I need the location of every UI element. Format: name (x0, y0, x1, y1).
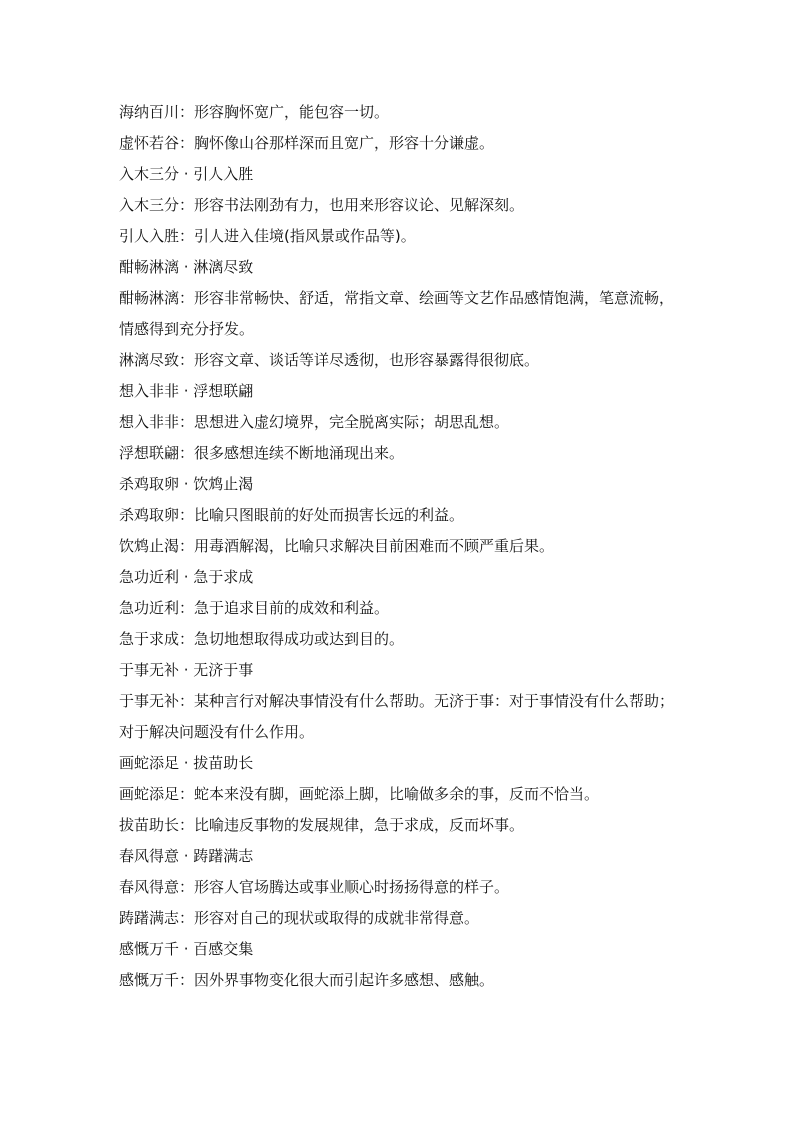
idiom-pair-heading: 于事无补 · 无济于事 (119, 661, 254, 679)
definition-line: 急于求成：急切地想取得成功或达到目的。 (119, 630, 405, 648)
definition-line: 饮鸩止渴：用毒酒解渴，比喻只求解决目前困难而不顾严重后果。 (119, 537, 555, 555)
definition-line: 拔苗助长：比喻违反事物的发展规律，急于求成，反而坏事。 (119, 816, 525, 834)
definition-line: 淋漓尽致：形容文章、谈话等详尽透彻，也形容暴露得很彻底。 (119, 351, 540, 369)
definition-line: 春风得意：形容人官场腾达或事业顺心时扬扬得意的样子。 (119, 878, 510, 896)
idiom-pair-heading: 酣畅淋漓 · 淋漓尽致 (119, 258, 254, 276)
idiom-pair-heading: 感慨万千 · 百感交集 (119, 940, 254, 958)
document-body (119, 97, 679, 996)
idiom-pair-heading: 急功近利 · 急于求成 (119, 568, 254, 586)
idiom-pair-heading: 杀鸡取卵 · 饮鸩止渴 (119, 475, 254, 493)
definition-line: 杀鸡取卵：比喻只图眼前的好处而损害长远的利益。 (119, 506, 465, 524)
definition-line: 浮想联翩：很多感想连续不断地涌现出来。 (119, 444, 405, 462)
definition-line: 酣畅淋漓：形容非常畅快、舒适，常指文章、绘画等文艺作品感情饱满，笔意流畅，情感得到充分抒发。 (119, 289, 675, 338)
definition-line: 感慨万千：因外界事物变化很大而引起许多感想、感触。 (119, 971, 495, 989)
idiom-pair-heading: 画蛇添足 · 拔苗助长 (119, 754, 254, 772)
definition-line: 入木三分：形容书法刚劲有力，也用来形容议论、见解深刻。 (119, 196, 525, 214)
definition-line: 踌躇满志：形容对自己的现状或取得的成就非常得意。 (119, 909, 480, 927)
definition-line: 海纳百川：形容胸怀宽广，能包容一切。 (119, 103, 390, 121)
definition-line: 于事无补：某种言行对解决事情没有什么帮助。无济于事：对于事情没有什么帮助；对于解决问题没有什么作用。 (119, 692, 675, 741)
definition-line: 虚怀若谷：胸怀像山谷那样深而且宽广，形容十分谦虚。 (119, 134, 495, 152)
definition-line: 想入非非：思想进入虚幻境界，完全脱离实际；胡思乱想。 (119, 413, 510, 431)
idiom-pair-heading: 想入非非 · 浮想联翩 (119, 382, 254, 400)
definition-line: 急功近利：急于追求目前的成效和利益。 (119, 599, 390, 617)
definition-line: 画蛇添足：蛇本来没有脚，画蛇添上脚，比喻做多余的事，反而不恰当。 (119, 785, 600, 803)
definition-line: 引人入胜：引人进入佳境(指风景或作品等)。 (119, 227, 416, 245)
idiom-pair-heading: 春风得意 · 踌躇满志 (119, 847, 254, 865)
idiom-pair-heading: 入木三分 · 引人入胜 (119, 165, 254, 183)
